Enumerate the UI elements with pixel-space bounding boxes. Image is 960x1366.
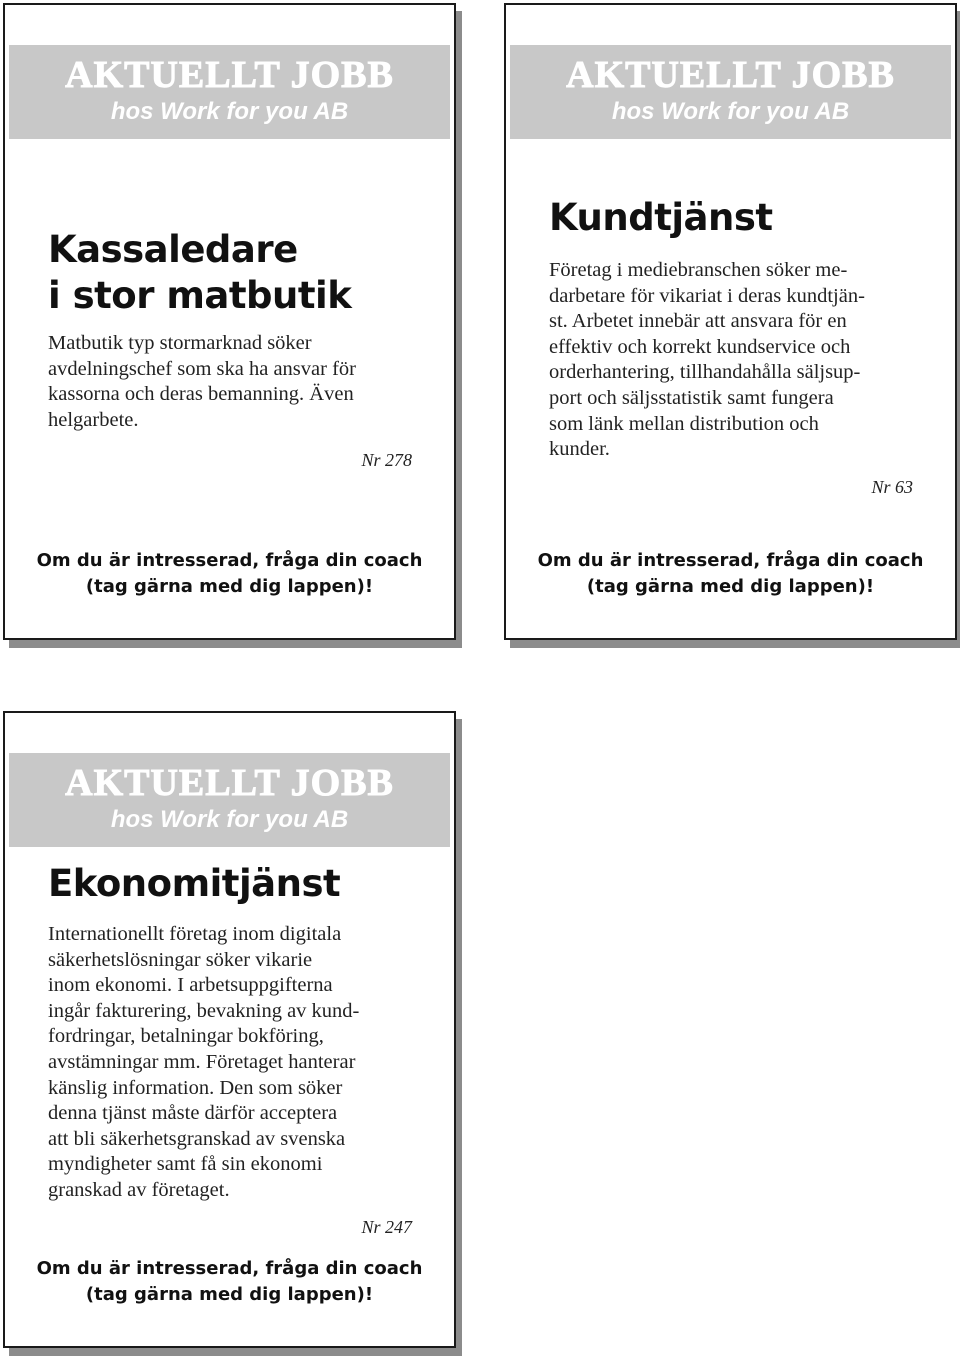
contact-coach-note: Om du är intresserad, fråga din coach (tag gärna med dig lappen)! <box>36 550 423 597</box>
contact-coach-note: Om du är intresserad, fråga din coach (tag gärna med dig lappen)! <box>537 550 924 597</box>
job-number: Nr 63 <box>871 477 913 497</box>
job-title: Ekonomitjänst <box>48 862 341 905</box>
job-title: Kundtjänst <box>549 196 773 239</box>
banner-title: AKTUELLT JOBB <box>65 762 394 804</box>
banner-subtitle: hos Work for you AB <box>110 806 349 833</box>
job-card-ekonomitjanst <box>3 711 456 1348</box>
banner-title: AKTUELLT JOBB <box>566 54 895 96</box>
job-banner <box>510 45 951 139</box>
contact-coach-note: Om du är intresserad, fråga din coach (tag gärna med dig lappen)! <box>36 1258 423 1305</box>
job-banner <box>9 45 450 139</box>
job-card-kundtjanst <box>504 3 957 640</box>
banner-subtitle: hos Work for you AB <box>110 98 349 125</box>
banner-subtitle: hos Work for you AB <box>611 98 850 125</box>
job-number: Nr 278 <box>361 450 412 470</box>
job-title: Kassaledare i stor matbutik <box>48 228 352 317</box>
banner-title: AKTUELLT JOBB <box>65 54 394 96</box>
job-description: Matbutik typ stormarknad söker avdelningschef som ska ha ansvar för kassorna och deras bemanning. Även helgarbete. <box>48 332 356 431</box>
job-banner <box>9 753 450 847</box>
job-card-kassaledare <box>3 3 456 640</box>
job-description: Internationellt företag inom digitala säkerhetslösningar söker vikarie inom ekonomi. I arbetsuppgifterna ingår fakturering, bevakning av kund- fordringar, betalningar bokföring, avstämningar mm. Företaget hanterar känslig information. Den som söker denna tjänst måste därför acceptera att bli säkerhetsgranskad av svenska myndigheter samt få sin ekonomi granskad av företaget. <box>48 923 360 1201</box>
job-description: Företag i mediebranschen söker me- darbetare för vikariat i deras kundtjän- st. Arbetet innebär att ansvara för en effektiv och korrekt kundservice och orderhantering, tillhandahålla säljsup- port och säljsstatistik samt fungera som länk mellan distribution och kunder. <box>549 259 865 461</box>
job-number: Nr 247 <box>361 1217 412 1237</box>
